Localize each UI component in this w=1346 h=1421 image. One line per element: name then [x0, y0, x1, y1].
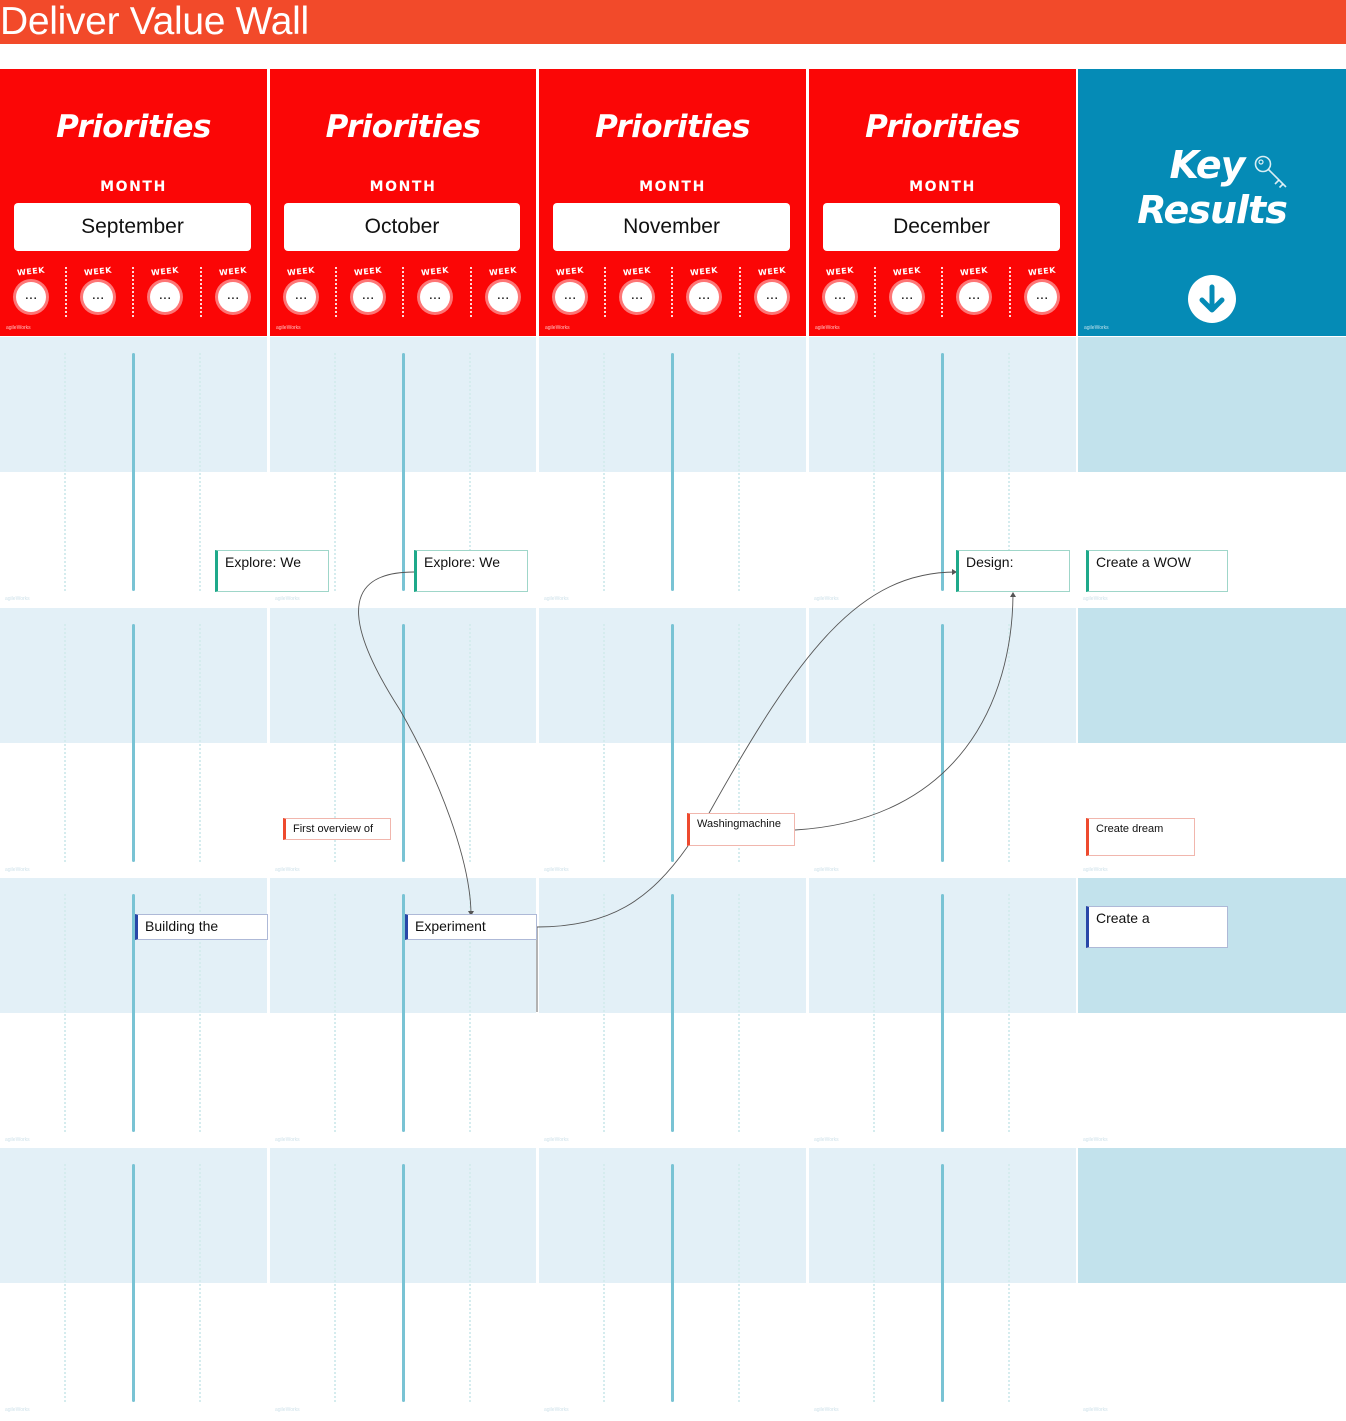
card-create-wow[interactable]: Create a WOW: [1086, 550, 1228, 592]
grid-cell: [0, 1148, 267, 1417]
brand-mark: agileWorks: [5, 596, 30, 602]
brand-mark: agileWorks: [275, 596, 300, 602]
week-value: ...: [757, 282, 787, 312]
month-field[interactable]: October: [284, 203, 520, 251]
key-results-title-line2: Results: [1137, 188, 1287, 232]
week-label: WEEK: [286, 265, 316, 278]
week-label: WEEK: [825, 265, 855, 278]
brand-mark: agileWorks: [5, 867, 30, 873]
brand-mark: agileWorks: [814, 867, 839, 873]
week-slot[interactable]: [417, 267, 453, 315]
month-field[interactable]: December: [823, 203, 1060, 251]
week-label: WEEK: [218, 265, 248, 278]
key-results-title: [1078, 143, 1346, 233]
week-divider: [132, 267, 134, 317]
week-slot[interactable]: [889, 267, 925, 315]
card-building-the[interactable]: Building the: [135, 914, 268, 940]
week-label: WEEK: [150, 265, 180, 278]
key-results-title-line1: Key: [1169, 143, 1245, 187]
week-divider: [874, 267, 876, 317]
week-value: ...: [83, 282, 113, 312]
week-slot[interactable]: [13, 267, 49, 315]
card-experiment[interactable]: Experiment: [405, 914, 537, 940]
brand-mark: agileWorks: [275, 1407, 300, 1413]
week-slot[interactable]: [215, 267, 251, 315]
brand-mark: agileWorks: [5, 1407, 30, 1413]
week-slot[interactable]: [754, 267, 790, 315]
week-slot[interactable]: [485, 267, 521, 315]
week-slot[interactable]: [147, 267, 183, 315]
week-divider: [470, 267, 472, 317]
week-divider: [335, 267, 337, 317]
week-divider: [200, 267, 202, 317]
priorities-header-october: [270, 69, 536, 336]
week-divider: [1009, 267, 1011, 317]
week-slot[interactable]: [956, 267, 992, 315]
grid-cell: [270, 1148, 536, 1417]
title-bar: [0, 0, 1346, 44]
week-value: ...: [218, 282, 248, 312]
week-label: WEEK: [420, 265, 450, 278]
brand-mark: agileWorks: [814, 596, 839, 602]
week-divider: [604, 267, 606, 317]
week-slot[interactable]: [822, 267, 858, 315]
brand-mark: agileWorks: [1083, 596, 1108, 602]
brand-mark: agileWorks: [815, 325, 840, 331]
week-label: WEEK: [16, 265, 46, 278]
week-divider: [941, 267, 943, 317]
brand-mark: agileWorks: [544, 1137, 569, 1143]
week-value: ...: [892, 282, 922, 312]
week-slot[interactable]: [283, 267, 319, 315]
brand-mark: agileWorks: [544, 867, 569, 873]
board-title: Deliver Value Wall: [0, 0, 309, 43]
key-results-cell: [1078, 1148, 1346, 1417]
week-divider: [402, 267, 404, 317]
priorities-heading: Priorities: [595, 109, 750, 145]
week-value: ...: [825, 282, 855, 312]
card-explore-october[interactable]: Explore: We: [414, 550, 528, 592]
card-create-a[interactable]: Create a: [1086, 906, 1228, 948]
brand-mark: agileWorks: [5, 1137, 30, 1143]
month-field[interactable]: November: [553, 203, 790, 251]
priorities-heading: Priorities: [56, 109, 211, 145]
card-first-overview[interactable]: First overview of: [283, 818, 391, 840]
week-slot[interactable]: [1024, 267, 1060, 315]
brand-mark: agileWorks: [276, 325, 301, 331]
month-field[interactable]: September: [14, 203, 251, 251]
brand-mark: agileWorks: [1083, 867, 1108, 873]
week-slot[interactable]: [686, 267, 722, 315]
week-slot[interactable]: [552, 267, 588, 315]
grid-cell: [0, 608, 267, 877]
week-value: ...: [286, 282, 316, 312]
month-label: MONTH: [909, 179, 976, 195]
brand-mark: agileWorks: [1084, 325, 1109, 331]
priorities-header-september: [0, 69, 267, 336]
week-label: WEEK: [689, 265, 719, 278]
priorities-heading: Priorities: [865, 109, 1020, 145]
week-value: ...: [353, 282, 383, 312]
week-label: WEEK: [83, 265, 113, 278]
week-slot[interactable]: [350, 267, 386, 315]
week-divider: [65, 267, 67, 317]
grid-cell: [809, 878, 1076, 1147]
week-value: ...: [555, 282, 585, 312]
card-explore-september[interactable]: Explore: We: [215, 550, 329, 592]
week-value: ...: [622, 282, 652, 312]
priorities-header-november: [539, 69, 806, 336]
grid-cell: [539, 878, 806, 1147]
brand-mark: agileWorks: [544, 1407, 569, 1413]
grid-cell: [809, 1148, 1076, 1417]
priorities-header-december: [809, 69, 1076, 336]
brand-mark: agileWorks: [814, 1137, 839, 1143]
week-divider: [739, 267, 741, 317]
priorities-heading: Priorities: [325, 109, 481, 145]
week-divider: [671, 267, 673, 317]
week-value: ...: [689, 282, 719, 312]
key-icon: [1253, 154, 1291, 197]
grid-cell: [809, 608, 1076, 877]
brand-mark: agileWorks: [1083, 1407, 1108, 1413]
card-washingmachine[interactable]: Washingmachine: [687, 813, 795, 846]
week-label: WEEK: [622, 265, 652, 278]
week-label: WEEK: [488, 265, 518, 278]
card-create-dream[interactable]: Create dream: [1086, 818, 1195, 856]
week-label: WEEK: [555, 265, 585, 278]
week-value: ...: [16, 282, 46, 312]
arrow-down-icon[interactable]: [1188, 275, 1236, 323]
month-label: MONTH: [639, 179, 706, 195]
brand-mark: agileWorks: [6, 325, 31, 331]
brand-mark: agileWorks: [275, 1137, 300, 1143]
week-value: ...: [1027, 282, 1057, 312]
week-value: ...: [959, 282, 989, 312]
week-label: WEEK: [1027, 265, 1057, 278]
week-value: ...: [488, 282, 518, 312]
grid-cell: [539, 1148, 806, 1417]
key-results-header: [1078, 69, 1346, 336]
week-label: WEEK: [959, 265, 989, 278]
week-label: WEEK: [757, 265, 787, 278]
month-label: MONTH: [369, 179, 437, 195]
grid-cell: [539, 337, 806, 606]
week-slot[interactable]: [619, 267, 655, 315]
brand-mark: agileWorks: [275, 867, 300, 873]
card-design-december[interactable]: Design:: [956, 550, 1070, 592]
week-label: WEEK: [892, 265, 922, 278]
week-slot[interactable]: [80, 267, 116, 315]
week-value: ...: [420, 282, 450, 312]
brand-mark: agileWorks: [814, 1407, 839, 1413]
brand-mark: agileWorks: [544, 596, 569, 602]
week-value: ...: [150, 282, 180, 312]
brand-mark: agileWorks: [1083, 1137, 1108, 1143]
brand-mark: agileWorks: [545, 325, 570, 331]
month-label: MONTH: [100, 179, 167, 195]
week-label: WEEK: [353, 265, 383, 278]
